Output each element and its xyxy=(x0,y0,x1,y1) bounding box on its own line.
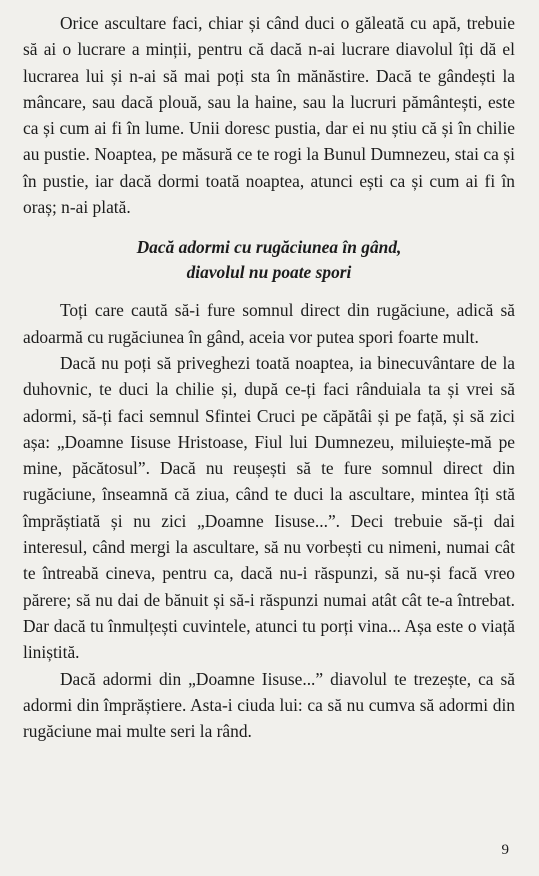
paragraph-2: Toți care caută să-i fure somnul direct din rugăciune, adică să adoarmă cu rugăciunea în gând, aceia vor putea spori foarte mult. xyxy=(23,300,515,347)
paragraph-3: Dacă nu poți să priveghezi toată noaptea, ia binecuvântare de la duhovnic, te duci la chilie și, după ce-ți faci rânduiala ta și vrei să adormi, să-ți faci semnul Sfintei Cruci pe căpătâi și pe față, și să zici așa: „Doamne Iisuse Hristoase, Fiul lui Dumnezeu, miluiește-mă pe mine, păcătosul”. Dacă nu reușești să te fure somnul direct din rugăciune, înseamnă că ziua, când te duci la ascultare, mintea îți stă împrăștiată și nu zici „Doamne Iisuse...”. Deci trebuie să-ți dai interesul, când mergi la ascultare, să nu vorbești cu nimeni, numai cât te întreabă cineva, pentru ca, dacă nu-i răspunzi, să nu-și facă vreo părere; să nu dai de bănuit și să-i răspunzi numai atât cât te-a întrebat. Dar dacă tu înmulțești cuvintele, atunci tu porți vina... Așa este o viață liniștită. xyxy=(23,352,515,663)
section-heading-line-2: diavolul nu poate spori xyxy=(186,262,352,283)
section-heading-line-1: Dacă adormi cu rugăciunea în gând, xyxy=(136,237,402,258)
paragraph-1: Orice ascultare faci, chiar și când duci o găleată cu apă, trebuie să ai o lucrare a minții, pentru că dacă n-ai lucrare diavolul îți dă el lucrarea lui și n-ai să mai poți sta în mănăstire. Dacă te gândești la mâncare, sau dacă plouă, sau la haine, sau la lucruri pământești, este ca și cum ai fi în lume. Unii doresc pustia, dar ei nu știu că și în chilie au pustie. Noaptea, pe măsură ce te rogi la Bunul Dumnezeu, stai ca și în pustie, iar dacă dormi toată noaptea, atunci ești ca și cum ai fi în oraș; n-ai plată. xyxy=(23,13,515,218)
section-heading xyxy=(23,235,515,285)
paragraph-4: Dacă adormi din „Doamne Iisuse...” diavolul te trezește, ca să adormi din împrăștiere. Asta-i ciuda lui: ca să nu cumva să adormi din rugăciune mai multe seri la rând. xyxy=(23,668,515,742)
page-number: 9 xyxy=(501,842,509,858)
